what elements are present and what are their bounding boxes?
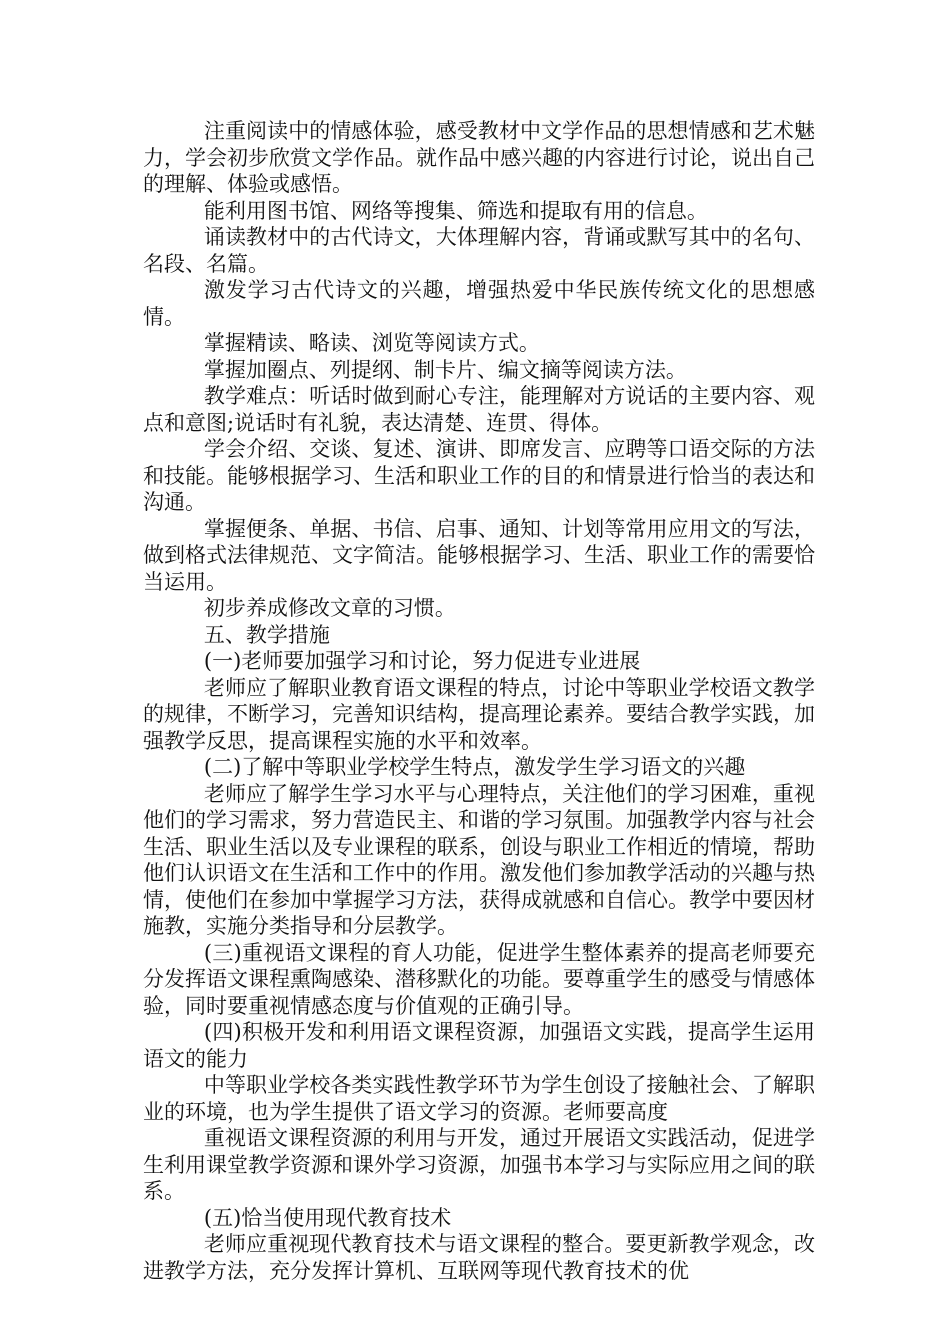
paragraph: 诵读教材中的古代诗文，大体理解内容，背诵或默写其中的名句、名段、名篇。 [143, 225, 815, 276]
paragraph: 学会介绍、交谈、复述、演讲、即席发言、应聘等口语交际的方法和技能。能够根据学习、生活和职业工作的目的和情景进行恰当的表达和沟通。 [143, 437, 815, 514]
paragraph: 掌握便条、单据、书信、启事、通知、计划等常用应用文的写法，做到格式法律规范、文字简洁。能够根据学习、生活、职业工作的需要恰当运用。 [143, 516, 815, 594]
paragraph: 能利用图书馆、网络等搜集、筛选和提取有用的信息。 [203, 198, 708, 223]
subsection-heading: (五)恰当使用现代教育技术 [203, 1205, 452, 1230]
paragraph: 中等职业学校各类实践性教学环节为学生创设了接触社会、了解职业的环境，也为学生提供了语文学习的资源。老师要高度 [143, 1073, 815, 1124]
paragraph: 老师应重视现代教育技术与语文课程的整合。要更新教学观念，改进教学方法，充分发挥计算机、互联网等现代教育技术的优 [143, 1232, 815, 1283]
paragraph: 初步养成修改文章的习惯。 [203, 596, 456, 620]
paragraph: 掌握精读、略读、浏览等阅读方式。 [203, 331, 540, 355]
paragraph: 老师应了解职业教育语文课程的特点，讨论中等职业学校语文教学的规律，不断学习，完善知识结构，提高理论素养。要结合教学实践，加强教学反思，提高课程实施的水平和效率。 [143, 675, 815, 753]
subsection-heading: (一)老师要加强学习和讨论，努力促进专业进展 [203, 649, 641, 673]
paragraph: 重视语文课程资源的利用与开发，通过开展语文实践活动，促进学生利用课堂教学资源和课外学习资源，加强书本学习与实际应用之间的联系。 [143, 1126, 815, 1203]
section-heading: 五、教学措施 [203, 622, 330, 647]
document-body [143, 118, 815, 1284]
paragraph: 老师应了解学生学习水平与心理特点，关注他们的学习困难，重视他们的学习需求，努力营造民主、和谐的学习氛围。加强教学内容与社会生活、职业生活以及专业课程的联系，创设与职业工作相近的情境，帮助他们认识语文在生活和工作中的作用。激发他们参加教学活动的兴趣与热情，使他们在参加中掌握学习方法，获得成就感和自信心。教学中要因材施教，实施分类指导和分层教学。 [143, 781, 815, 938]
paragraph: 教学难点：听话时做到耐心专注，能理解对方说话的主要内容、观点和意图;说话时有礼貌，表达清楚、连贯、得体。 [143, 384, 815, 435]
paragraph: 激发学习古代诗文的兴趣，增强热爱中华民族传统文化的思想感情。 [143, 278, 815, 329]
subsection-heading: (三)重视语文课程的育人功能，促进学生整体素养的提高老师要充分发挥语文课程熏陶感染、潜移默化的功能。要尊重学生的感受与情感体验，同时要重视情感态度与价值观的正确引导。 [143, 940, 815, 1018]
subsection-heading: (四)积极开发和利用语文课程资源，加强语文实践，提高学生运用语文的能力 [143, 1020, 815, 1071]
paragraph: 掌握加圈点、列提纲、制卡片、编文摘等阅读方法。 [203, 357, 687, 382]
subsection-heading: (二)了解中等职业学校学生特点，激发学生学习语文的兴趣 [203, 755, 746, 779]
paragraph: 注重阅读中的情感体验，感受教材中文学作品的思想情感和艺术魅力，学会初步欣赏文学作品。就作品中感兴趣的内容进行讨论，说出自己的理解、体验或感悟。 [143, 119, 815, 196]
